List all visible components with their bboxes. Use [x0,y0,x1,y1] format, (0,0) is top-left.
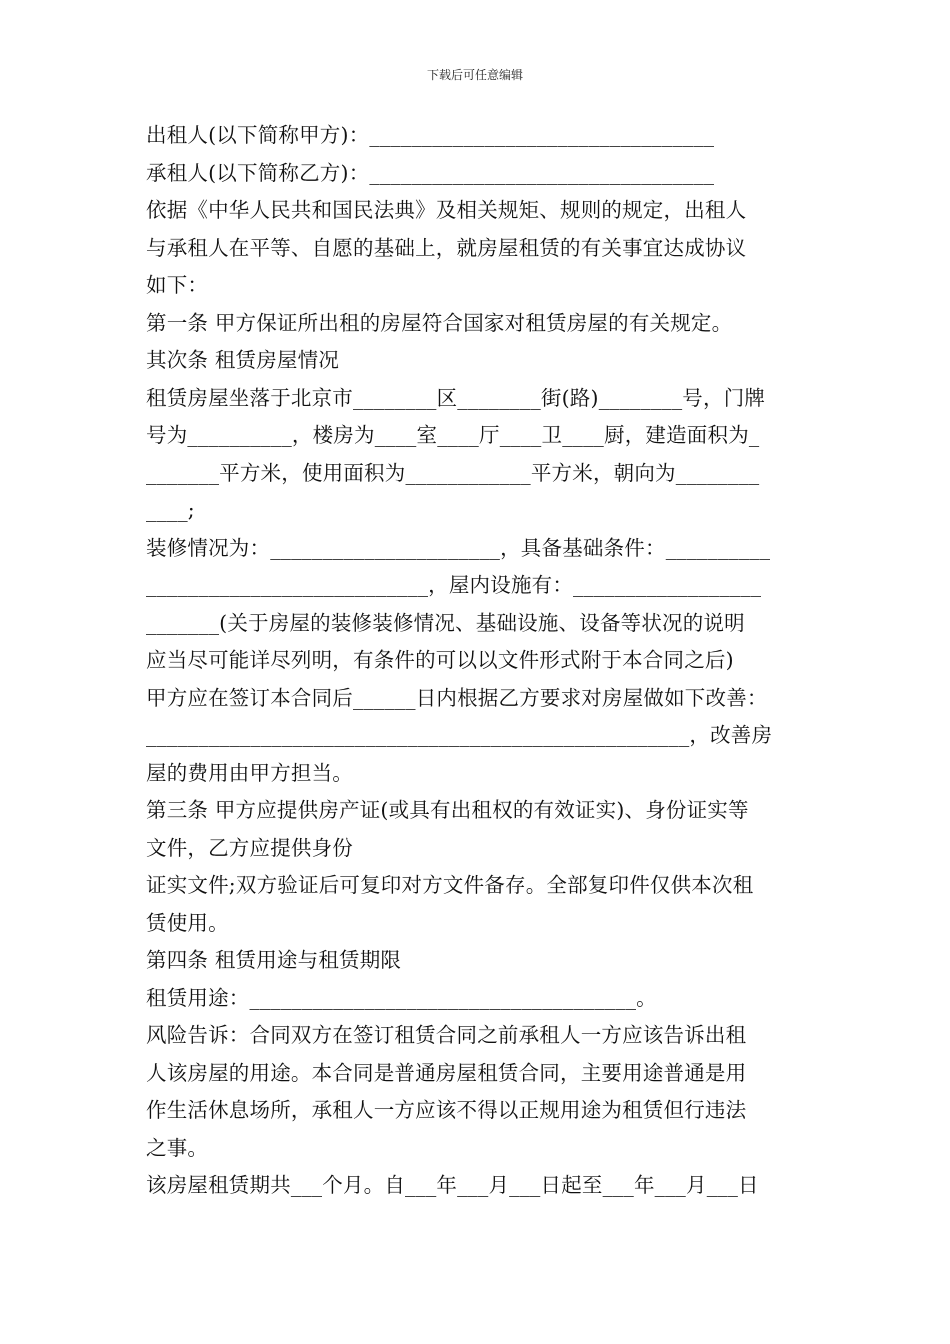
line-risk-4: 之事。 [146,1135,209,1160]
line-article-3-4: 赁使用。 [146,910,229,935]
line-article-3-2: 文件，乙方应提供身份 [146,835,353,860]
line-lessor: 出租人(以下简称甲方)：_________________________________ [146,123,715,147]
line-location-2: 号为__________，楼房为____室____厅____卫____厨，建造面积为_ [146,423,760,447]
line-risk-1: 风险告诉：合同双方在签订租赁合同之前承租人一方应该告诉出租 [146,1023,747,1047]
line-article-1: 第一条 甲方保证所出租的房屋符合国家对租赁房屋的有关规定。 [146,310,733,335]
line-risk-2: 人该房屋的用途。本合同是普通房屋租赁合同，主要用途普通是用 [146,1060,747,1085]
document-body [146,117,811,1205]
line-basis-3: 如下： [146,273,209,297]
line-area: _______平方米，使用面积为____________平方米，朝向为________ [146,460,760,485]
line-decoration-2: ___________________________，屋内设施有：__________________ [146,573,762,597]
line-purpose: 租赁用途：_____________________________________。 [146,985,657,1010]
line-article-3-3: 证实文件;双方验证后可复印对方文件备存。全部复印件仅供本次租 [146,873,754,897]
line-article-3-1: 第三条 甲方应提供房产证(或具有出租权的有效证实)、身份证实等 [146,798,749,822]
line-risk-3: 作生活休息场所，承租人一方应该不得以正规用途为租赁但行违法 [146,1098,747,1122]
line-lessee: 承租人(以下简称乙方)：_________________________________ [146,160,715,185]
line-article-4-title: 第四条 租赁用途与租赁期限 [146,948,402,972]
line-article-2-title: 其次条 租赁房屋情况 [146,348,340,372]
line-improve-2: ____________________________________________________，改善房 [146,723,773,747]
line-improve-1: 甲方应在签订本合同后______日内根据乙方要求对房屋做如下改善： [146,685,768,710]
line-basis-1: 依据《中华人民共和国民法典》及相关规矩、规则的规定，出租人 [146,198,747,222]
line-decoration-3: _______(关于房屋的装修装修情况、基础设施、设备等状况的说明 [146,610,745,635]
line-decoration-4: 应当尽可能详尽列明，有条件的可以以文件形式附于本合同之后) [146,648,734,672]
line-basis-2: 与承租人在平等、自愿的基础上，就房屋租赁的有关事宜达成协议 [146,235,747,260]
line-term: 该房屋租赁期共___个月。自___年___月___日起至___年___月___日 [146,1173,759,1197]
page-header: 下载后可任意编辑 [426,68,523,82]
line-area-end: ____; [146,498,195,522]
line-location-1: 租赁房屋坐落于北京市________区________街(路)________号，门牌 [146,385,766,410]
line-decoration-1: 装修情况为：______________________，具备基础条件：__________ [146,535,771,560]
line-improve-3: 屋的费用由甲方担当。 [146,760,353,785]
